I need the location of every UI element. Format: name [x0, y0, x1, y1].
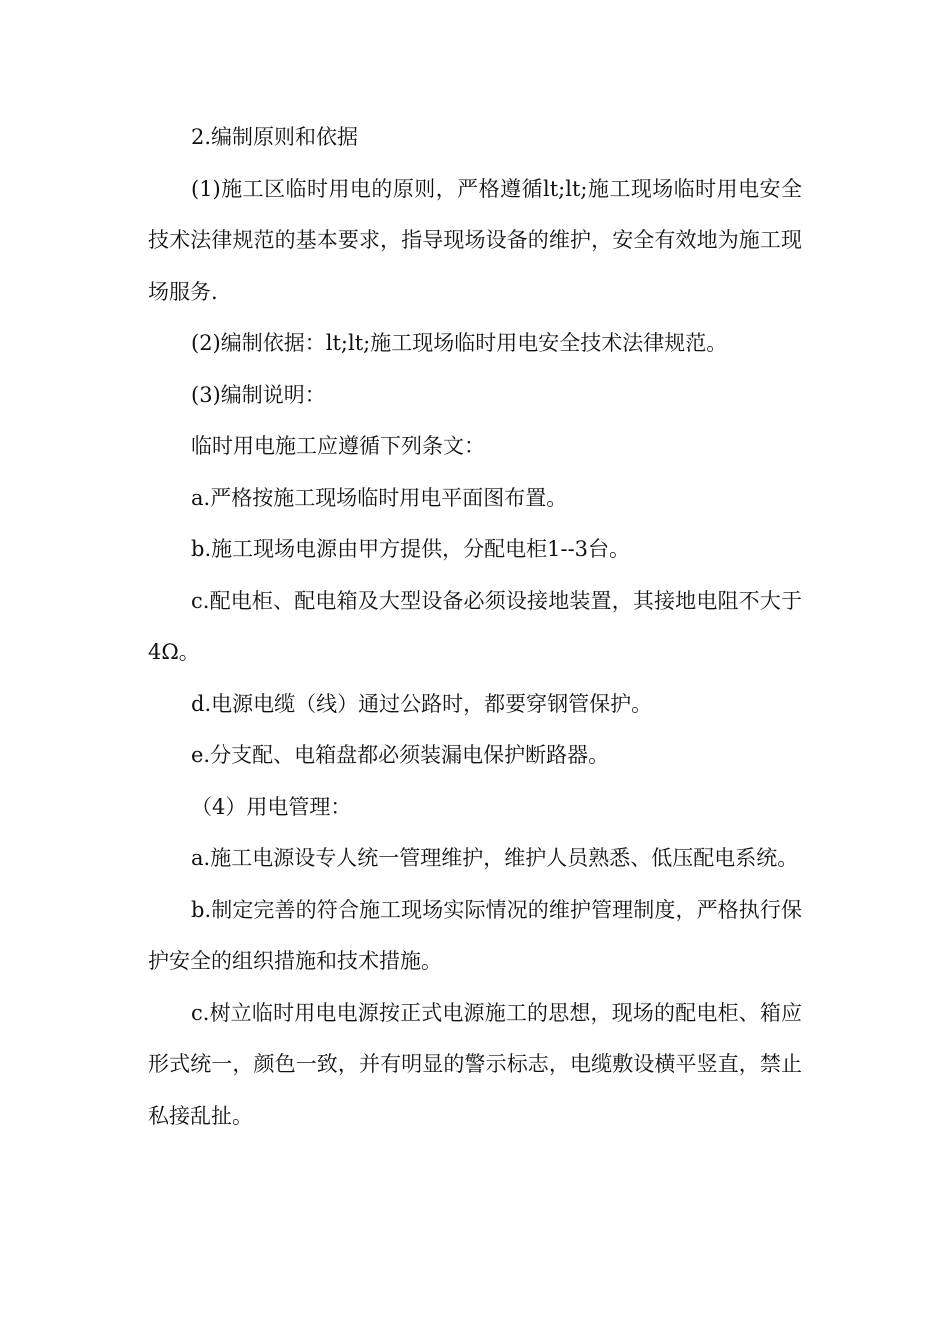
list-item-e: e.分支配、电箱盘都必须装漏电保护断路器。: [191, 743, 610, 767]
list-item-d: d.电源电缆（线）通过公路时，都要穿钢管保护。: [191, 691, 653, 716]
paragraph-basis: (2)编制依据：lt;lt;施工现场临时用电安全技术法律规范。: [191, 331, 728, 355]
management-item-b: b.制定完善的符合施工现场实际情况的维护管理制度，严格执行保护安全的组织措施和技术措施。: [148, 897, 802, 973]
management-item-a: a.施工电源设专人统一管理维护，维护人员熟悉、低压配电系统。: [191, 846, 799, 870]
document-body: [148, 112, 802, 1142]
list-item-c: c.配电柜、配电箱及大型设备必须设接地装置，其接地电阻不大于4Ω。: [148, 588, 802, 664]
paragraph-rules-intro: 临时用电施工应遵循下列条文：: [191, 434, 485, 458]
management-item-c: c.树立临时用电电源按正式电源施工的思想，现场的配电柜、箱应形式统一，颜色一致，并有明显的警示标志，电缆敷设横平竖直，禁止私接乱扯。: [148, 1000, 802, 1128]
section-heading: 2.编制原则和依据: [191, 125, 359, 149]
subsection-heading: （4）用电管理：: [191, 794, 352, 819]
paragraph-explanation-heading: (3)编制说明：: [191, 382, 326, 407]
paragraph-principle: (1)施工区临时用电的原则，严格遵循lt;lt;施工现场临时用电安全技术法律规范的基本要求，指导现场设备的维护，安全有效地为施工现场服务.: [148, 176, 802, 304]
list-item-a: a.严格按施工现场临时用电平面图布置。: [191, 485, 568, 510]
list-item-b: b.施工现场电源由甲方提供，分配电柜1--3台。: [191, 537, 631, 561]
